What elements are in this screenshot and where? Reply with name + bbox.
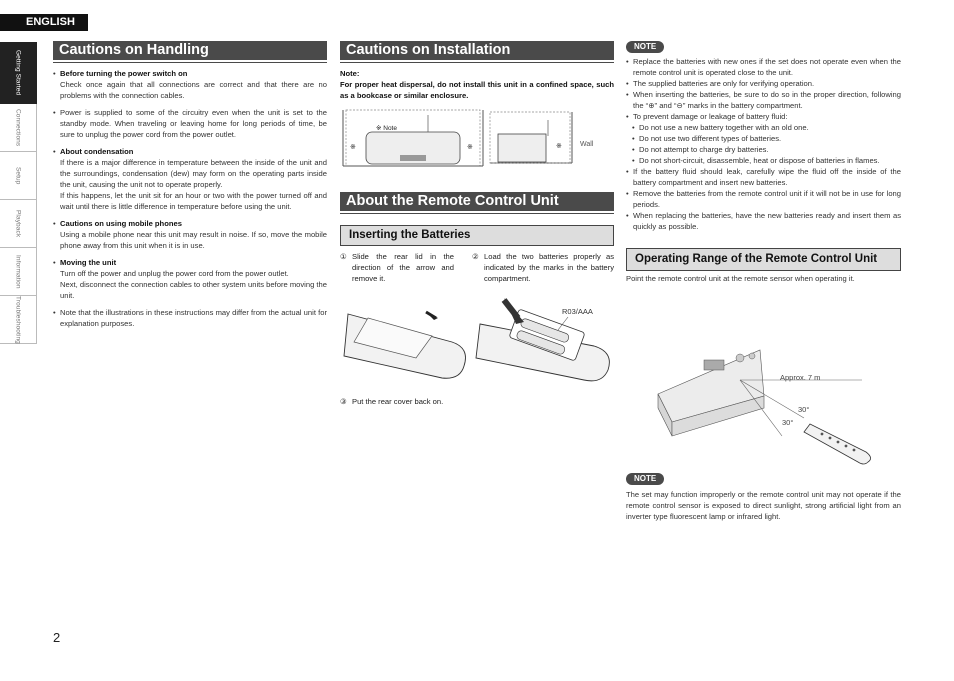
installation-title: Cautions on Installation — [340, 41, 614, 60]
list-item: • Remove the batteries from the remote control unit if it will not be in use for long periods. — [626, 188, 901, 210]
installation-column — [340, 41, 614, 101]
step-2: ② Load the two batteries properly as indicated by the marks in the battery compartment. — [472, 252, 614, 283]
operating-range-heading: Operating Range of the Remote Control Unit — [626, 248, 901, 271]
unit-display — [400, 155, 426, 161]
handling-title: Cautions on Handling — [53, 41, 327, 60]
list-item: • When inserting the batteries, be sure to do so in the proper direction, following the “⊕” and “⊖” marks in the battery compartment. — [626, 89, 901, 111]
side-tab-getting-started[interactable]: Getting Started — [0, 42, 37, 104]
side-tab-connections[interactable]: Connections — [0, 104, 37, 152]
range-note-block — [626, 473, 901, 522]
operating-range-intro: Point the remote control unit at the remote sensor when operating it. — [626, 274, 855, 283]
list-item: • If the battery fluid should leak, carefully wipe the fluid off the inside of the battery compartment and insert new batteries. — [626, 166, 901, 188]
list-item: • Do not short-circuit, disassemble, heat or dispose of batteries in flames. — [632, 155, 901, 166]
inserting-batteries-heading: Inserting the Batteries — [340, 225, 614, 246]
notes-list-2 — [626, 166, 901, 232]
remote-control-drawing — [804, 424, 871, 464]
list-item: • Do not attempt to charge dry batteries. — [632, 144, 901, 155]
battery-diagram — [340, 296, 616, 386]
range-note-text: The set may function improperly or the remote control unit may not operate if the remote control sensor is exposed to direct sunlight, strong artificial light from an inverter type fluorescent lamp or infrared light. — [626, 490, 901, 521]
angle-label-1: 30° — [798, 405, 810, 414]
battery-sub-list — [626, 122, 901, 166]
slide-arrow-shaft — [426, 312, 436, 318]
diagram-mark-left: ※ — [350, 144, 356, 151]
list-item: • Do not use a new battery together with an old one. — [632, 122, 901, 133]
side-tab-troubleshooting[interactable]: Troubleshooting — [0, 296, 37, 344]
step-1: ① Slide the rear lid in the direction of the arrow and remove it. — [340, 252, 454, 283]
angle-label-2: 30° — [782, 418, 794, 427]
list-item: • Replace the batteries with new ones if the set does not operate even when the remote control unit is operated close to the unit. — [626, 56, 901, 78]
unit-button — [749, 353, 755, 359]
page-number: 2 — [53, 630, 61, 645]
remote-column — [340, 192, 614, 246]
list-item: • To prevent damage or leakage of battery fluid: — [626, 111, 901, 122]
diagram-mark-side: ※ — [556, 143, 562, 150]
notes-column — [626, 41, 901, 284]
handling-column — [53, 41, 327, 329]
handling-list — [53, 68, 327, 329]
remote-title: About the Remote Control Unit — [340, 192, 614, 211]
unit-side-drawing — [498, 134, 546, 162]
list-item: • Do not use two different types of batteries. — [632, 133, 901, 144]
note-badge: NOTE — [626, 41, 664, 53]
notes-list — [626, 56, 901, 122]
list-item: • The supplied batteries are only for verifying operation. — [626, 78, 901, 89]
installation-note-label: Note: — [340, 69, 360, 78]
unit-knob — [736, 354, 744, 362]
range-note-badge: NOTE — [626, 473, 664, 485]
insert-arrow-shaft — [504, 300, 518, 318]
side-navigation — [0, 42, 37, 344]
operating-range-diagram — [652, 336, 878, 466]
diagram-note-label: ※ Note — [376, 125, 397, 132]
wall-label: Wall — [580, 141, 594, 148]
list-item: • When replacing the batteries, have the new batteries ready and insert them as quickly as possible. — [626, 210, 901, 232]
list-item: • Note that the illustrations in these instructions may differ from the actual unit for explanation purposes. — [53, 307, 327, 329]
side-tab-setup[interactable]: Setup — [0, 152, 37, 200]
installation-note-text: For proper heat dispersal, do not install this unit in a confined space, such as a bookcase or similar enclosure. — [340, 80, 614, 100]
list-item: • Moving the unit Turn off the power and unplug the power cord from the power outlet. Next, disconnect the connection cables to other system units before moving the unit. — [53, 257, 327, 301]
list-item: • About condensation If there is a major difference in temperature between the inside of the unit and the surroundings, condensation (dew) may form on the operating parts inside the unit, causing the unit not to operate properly. If this happens, let the unit sit for an hour or two with the power turned off and wait until there is little difference in temperature before using the unit. — [53, 146, 327, 212]
list-item: • Power is supplied to some of the circuitry even when the unit is set to the standby mode. When traveling or leaving home for long periods of time, be sure to unplug the power cord from the power outlet. — [53, 107, 327, 140]
list-item: • Before turning the power switch on Check once again that all connections are correct and that there are no problems with the connection cables. — [53, 68, 327, 101]
side-tab-playback[interactable]: Playback — [0, 200, 37, 248]
list-item: • Cautions on using mobile phones Using a mobile phone near this unit may result in noise. If so, move the mobile phone away from this unit when it is in use. — [53, 218, 327, 251]
step-3: ③ Put the rear cover back on. — [340, 397, 444, 406]
distance-label: Approx. 7 m — [780, 373, 821, 382]
battery-type-label: R03/AAA — [562, 307, 593, 316]
installation-diagram — [340, 106, 616, 170]
side-tab-information[interactable]: Information — [0, 248, 37, 296]
language-tab: ENGLISH — [0, 14, 88, 31]
diagram-mark-right: ※ — [467, 144, 473, 151]
unit-display — [704, 360, 724, 370]
